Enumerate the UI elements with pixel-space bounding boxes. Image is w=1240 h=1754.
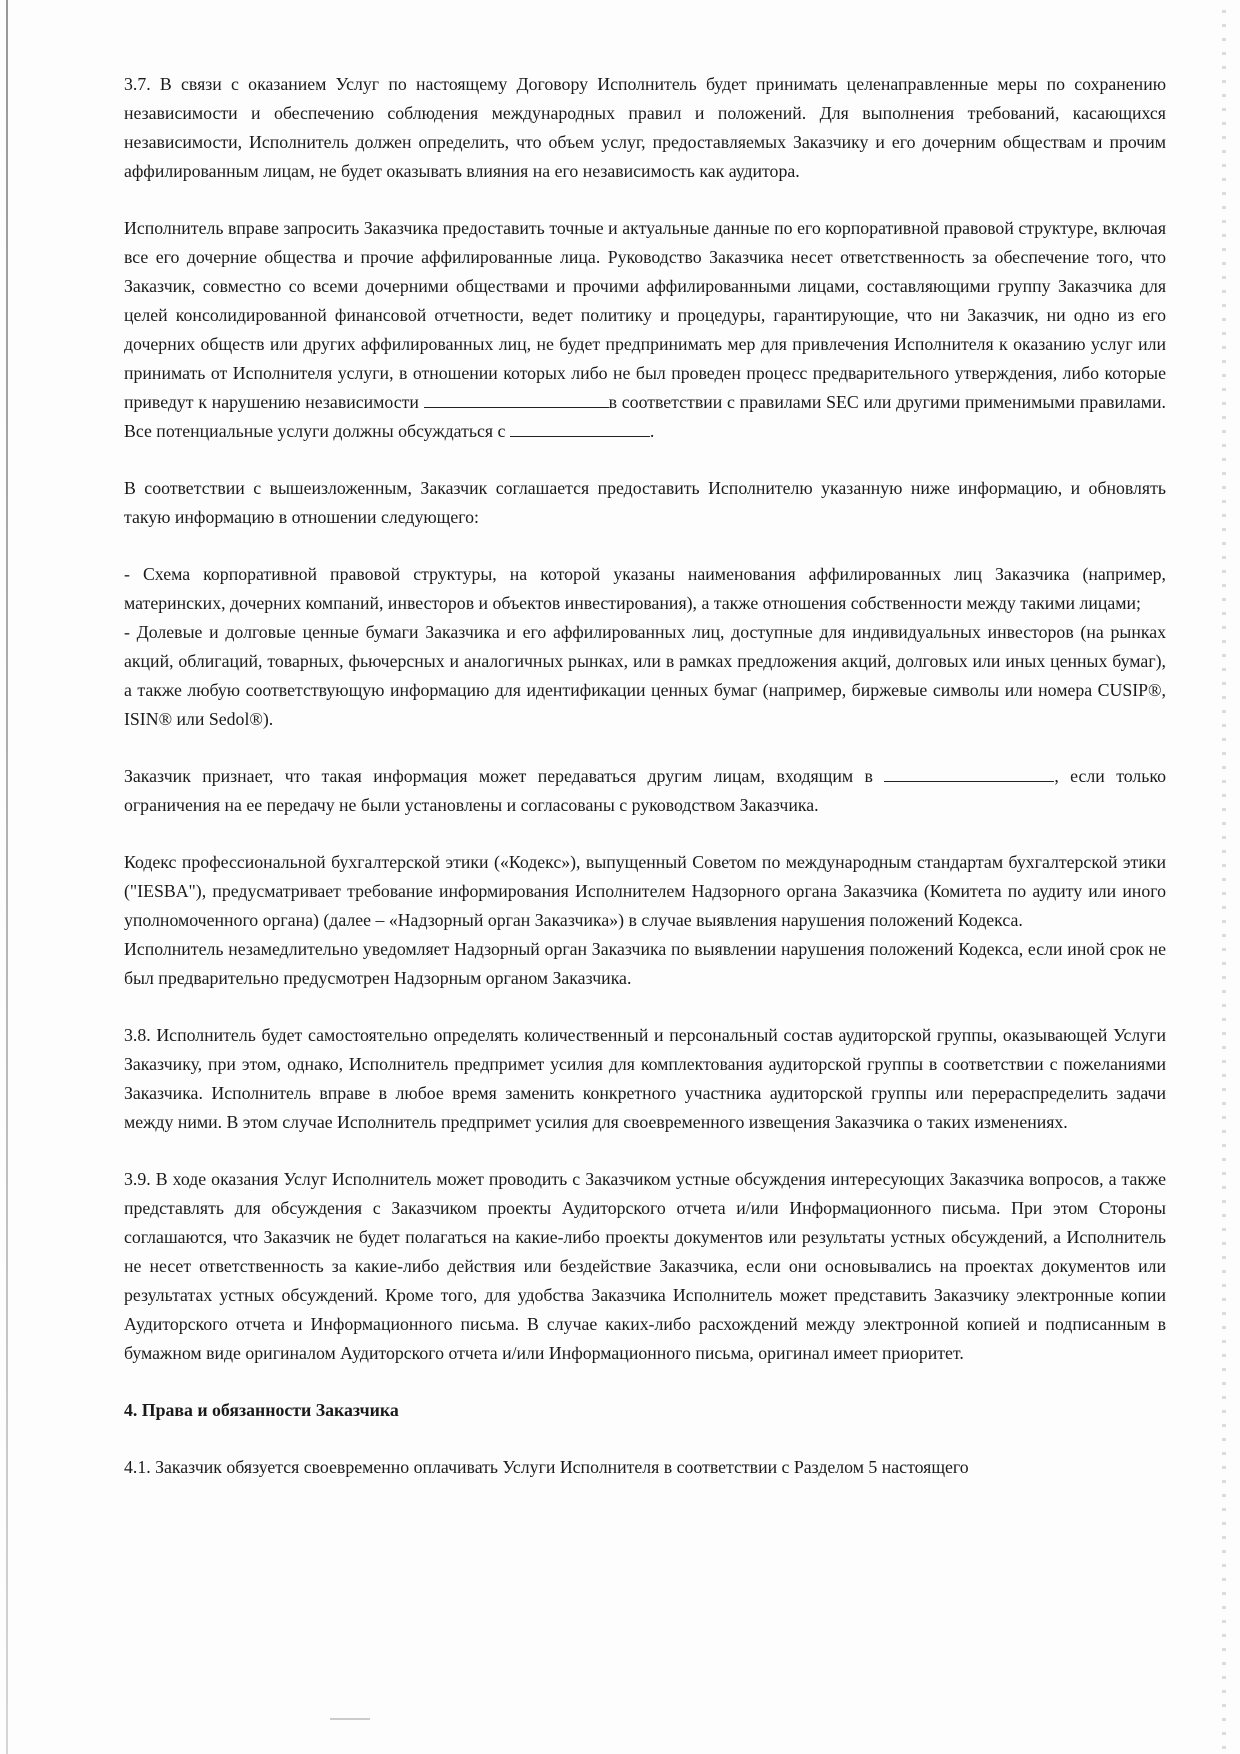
acknowledge-text-b: , если только ограничения на ее передачу не были установлены и согласованы с руководством Заказчика. (124, 766, 1166, 815)
request-text-b: в соответствии с правилами SEC или другими применимыми правилами. Все потенциальные услуги должны обсуждаться с (124, 392, 1166, 441)
blank-field-network (884, 765, 1054, 782)
paragraph-corporate-structure-request (124, 214, 1166, 446)
blank-field-discuss-with (510, 420, 650, 437)
request-text-a: Исполнитель вправе запросить Заказчика предоставить точные и актуальные данные по его корпоративной правовой структуре, включая все его дочерние общества и прочие аффилированные лица. Руководство Заказчика несет ответственность за обеспечение того, что Заказчик, совместно со всеми дочерними обществами и прочими аффилированными лицами, составляющими группу Заказчика для целей консолидированной финансовой отчетности, ведет политику и процедуры, гарантирующие, что ни Заказчик, ни одно из его дочерних обществ или других аффилированных лиц, не будет предпринимать мер для привлечения Исполнителя к оказанию услуг или принимать от Исполнителя услуги, в отношении которых либо не был проведен процесс предварительного утверждения, либо которые приведут к нарушению независимости (124, 218, 1166, 412)
information-list (124, 560, 1166, 734)
clause-3-8: 3.8. Исполнитель будет самостоятельно определять количественный и персональный состав аудиторской группы, оказывающей Услуги Заказчику, при этом, однако, Исполнитель предпримет усилия для комплектования аудиторской группы в соответствии с пожеланиями Заказчика. Исполнитель вправе в любое время заменить конкретного участника аудиторской группы или перераспределить задачи между ними. В этом случае Исполнитель предпримет усилия для своевременного извещения Заказчика о таких изменениях. (124, 1025, 1166, 1132)
document-body (124, 70, 1166, 1510)
blank-field-independence (424, 391, 609, 408)
scan-edge-left (6, 0, 8, 1754)
paragraph-information-transfer (124, 762, 1166, 820)
paragraph-notification: Исполнитель незамедлительно уведомляет Надзорный орган Заказчика по выявлении нарушения положений Кодекса, если иной срок не был предварительно предусмотрен Надзорным органом Заказчика. (124, 939, 1166, 988)
list-item: - Долевые и долговые ценные бумаги Заказчика и его аффилированных лиц, доступные для индивидуальных инвесторов (на рынках акций, облигаций, товарных, фьючерсных и аналогичных рынках, или в рамках предложения акций, долговых или иных ценных бумаг), а также любую соответствующую информацию для идентификации ценных бумаг (например, биржевые символы или номера CUSIP®, ISIN® или Sedol®). (124, 622, 1166, 729)
paragraph-information-agreement: В соответствии с вышеизложенным, Заказчик соглашается предоставить Исполнителю указанную ниже информацию, и обновлять такую информацию в отношении следующего: (124, 478, 1166, 527)
request-text-c: . (649, 421, 655, 441)
clause-4-1: 4.1. Заказчик обязуется своевременно оплачивать Услуги Исполнителя в соответствии с Разделом 5 настоящего (124, 1457, 969, 1477)
scan-artifact (330, 1718, 370, 1720)
clause-3-9: 3.9. В ходе оказания Услуг Исполнитель может проводить с Заказчиком устные обсуждения интересующих Заказчика вопросов, а также представлять для обсуждения с Заказчиком проекты Аудиторского отчета и/или Информационного письма. При этом Стороны соглашаются, что Заказчик не будет полагаться на какие-либо проекты документов или результаты устных обсуждений, а Исполнитель не несет ответственность за какие-либо действия или бездействие Заказчика, если они основывались на проектах документов или результатах устных обсуждений. Кроме того, для удобства Заказчика Исполнитель может представить Заказчику электронные копии Аудиторского отчета и Информационного письма. В случае каких-либо расхождений между электронной копией и подписанным в бумажном виде оригиналом Аудиторского отчета и/или Информационного письма, оригинал имеет приоритет. (124, 1169, 1166, 1363)
acknowledge-text-a: Заказчик признает, что такая информация может передаваться другим лицам, входящим в (124, 766, 873, 786)
paragraph-ethics-code: Кодекс профессиональной бухгалтерской этики («Кодекс»), выпущенный Советом по международным стандартам бухгалтерской этики ("IESBA"), предусматривает требование информирования Исполнителем Надзорного органа Заказчика (Комитета по аудиту или иного уполномоченного органа) (далее – «Надзорный орган Заказчика») в случае выявления нарушения положений Кодекса. (124, 852, 1166, 930)
scan-edge-right (1222, 10, 1226, 1750)
clause-3-7: 3.7. В связи с оказанием Услуг по настоящему Договору Исполнитель будет принимать целенаправленные меры по сохранению независимости и обеспечению соблюдения международных правил и положений. Для выполнения требований, касающихся независимости, Исполнитель должен определить, что объем услуг, предоставляемых Заказчику и его дочерним обществам и прочим аффилированным лицам, не будет оказывать влияния на его независимость как аудитора. (124, 74, 1166, 181)
list-item: - Схема корпоративной правовой структуры, на которой указаны наименования аффилированных лиц Заказчика (например, материнских, дочерних компаний, инвесторов и объектов инвестирования), а также отношения собственности между такими лицами; (124, 564, 1166, 613)
section-4-heading: 4. Права и обязанности Заказчика (124, 1400, 399, 1420)
